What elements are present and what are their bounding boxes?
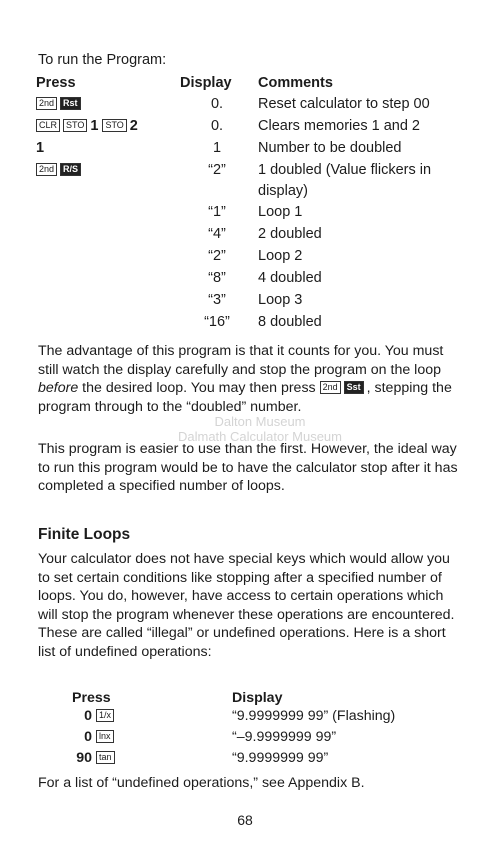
display-cell: “9.9999999 99” [232,750,329,766]
press-cell [36,202,180,224]
display-cell: “2” [208,162,226,178]
page-number: 68 [237,812,253,828]
intro-text: To run the Program: [38,52,167,68]
header-press: Press [36,75,76,91]
press-cell [62,750,232,771]
press-cell [62,729,232,750]
display-cell: “–9.9999999 99” [232,729,337,745]
display-cell: “4” [208,226,226,242]
press-cell [36,138,180,160]
press-cell [62,708,232,729]
key-digit: 1 [36,140,45,156]
key-sst: Sst [344,381,364,394]
undefined-row [62,750,395,771]
paragraph-advantage: The advantage of this program is that it counts for you. You must still watch the display carefully and stop the program on the loop before the desired loop. You may then press 2nd Sst , stepping the program through to the “doubled” number. [38,343,452,415]
program-row [36,202,458,224]
key-2nd: 2nd [36,163,57,176]
key-sto: STO [63,119,87,132]
header-display: Display [180,75,232,91]
operand-number: 90 [76,750,92,766]
display-cell: “2” [208,248,226,264]
press-cell [36,94,180,116]
key-rs: R/S [60,163,81,176]
key-2nd: 2nd [320,381,341,394]
undefined-operations-table [62,687,395,771]
key-digit: 2 [129,118,138,134]
footer-note: For a list of “undefined operations,” see Appendix B. [38,775,365,791]
operand-number: 0 [84,708,92,724]
comment-cell: 2 doubled [258,226,322,242]
comment-cell: 1 doubled (Value flickers in display) [258,162,432,199]
paragraph-finite-loops: Your calculator does not have special keys which would allow you to set certain conditions like stopping after a specified number of loops. You do, however, have access to certain operations which will stop the program whenever these operations are encountered. These are called “illegal” or undefined operations. Here is a short list of undefined operations: [38,551,455,660]
key-tan: tan [96,751,115,764]
press-cell [36,312,180,334]
section-heading: Finite Loops [38,526,131,543]
press-cell [36,116,180,138]
program-row [36,160,458,202]
comment-cell: 8 doubled [258,314,322,330]
program-row [36,246,458,268]
key-rst: Rst [60,97,81,110]
press-cell [36,160,180,202]
program-table-header [36,72,458,94]
program-row [36,290,458,312]
comment-cell: Loop 2 [258,248,303,264]
program-row [36,138,458,160]
undefined-table-header [62,687,395,708]
undefined-row [62,708,395,729]
undefined-table-body [62,708,395,771]
comment-cell: 4 doubled [258,270,322,286]
undef-header-press: Press [72,689,111,706]
display-cell: “8” [208,270,226,286]
comment-cell: Reset calculator to step 00 [258,96,430,112]
display-cell: “1” [208,204,226,220]
program-row [36,312,458,334]
program-table [36,72,458,334]
operand-number: 0 [84,729,92,745]
program-row [36,94,458,116]
display-cell: “16” [204,314,230,330]
header-comments: Comments [258,75,333,91]
paragraph-easier: This program is easier to use than the first. However, the ideal way to run this program would be to have the calculator stop after it has completed a specified number of loops. [38,441,458,494]
key-sto: STO [102,119,126,132]
program-row [36,224,458,246]
press-cell [36,224,180,246]
press-cell [36,290,180,312]
press-cell [36,268,180,290]
watermark: Dalton Museum Dalmath Calculator Museum [177,414,342,444]
key-1x: 1/x [96,709,114,722]
display-cell: 0. [210,96,224,112]
key-digit: 1 [90,118,99,134]
comment-cell: Number to be doubled [258,140,402,156]
comment-cell: Loop 1 [258,204,303,220]
display-cell: “9.9999999 99” (Flashing) [232,708,396,724]
comment-cell: Clears memories 1 and 2 [258,118,420,134]
display-cell: 1 [212,140,222,156]
program-row [36,268,458,290]
program-table-body [36,94,458,334]
program-row [36,116,458,138]
key-2nd: 2nd [36,97,57,110]
display-cell: 0. [210,118,224,134]
press-cell [36,246,180,268]
display-cell: “3” [208,292,226,308]
key-lnx: lnx [96,730,114,743]
undefined-row [62,729,395,750]
undef-header-display: Display [232,689,283,706]
comment-cell: Loop 3 [258,292,303,308]
key-clr: CLR [36,119,60,132]
